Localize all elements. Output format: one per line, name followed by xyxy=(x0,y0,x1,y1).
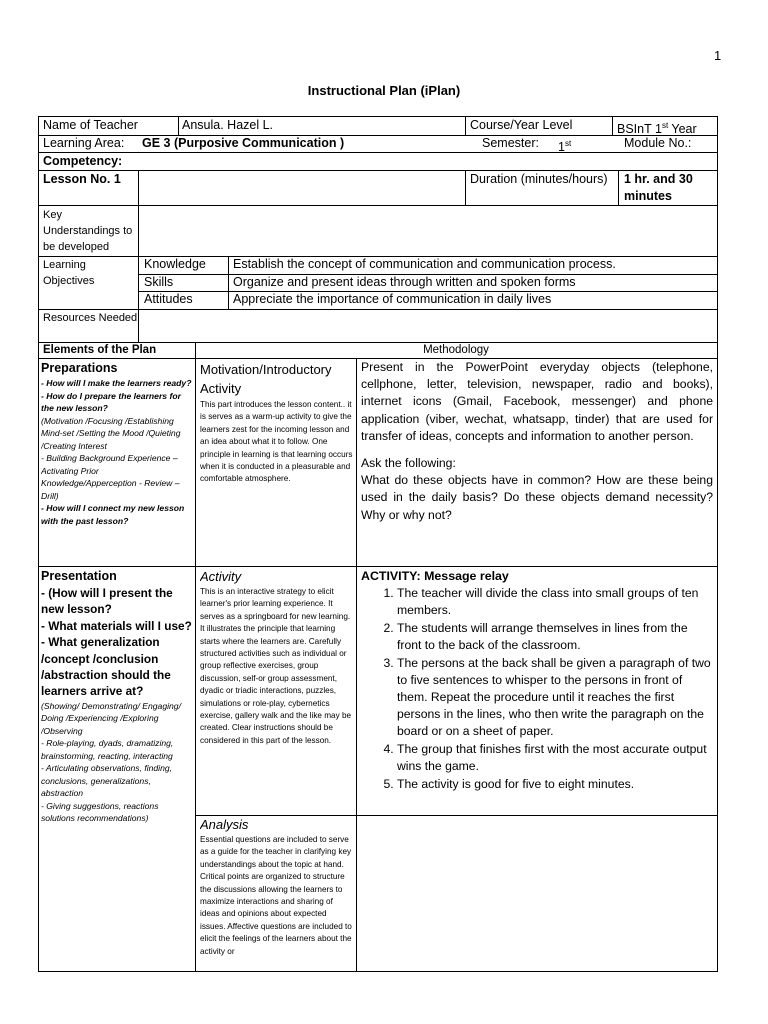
elements-label: Elements of the Plan xyxy=(43,344,157,356)
objective-text-skills: Organize and present ideas through written and spoken forms xyxy=(233,275,576,289)
teacher-value: Ansula. Hazel L. xyxy=(182,118,274,132)
motivation-cell xyxy=(200,360,354,565)
objective-domain-knowledge: Knowledge xyxy=(144,257,206,271)
competency-label: Competency: xyxy=(43,154,123,168)
objective-domain-skills: Skills xyxy=(144,275,174,289)
presentation-cell xyxy=(41,568,193,968)
motivation-ask-label: Ask the following: xyxy=(361,456,456,471)
page-title: Instructional Plan (iPlan) xyxy=(307,83,461,98)
iplan-table xyxy=(38,116,718,972)
activity-steps xyxy=(361,585,713,793)
activity-step: 5. The activity is good for five to eight minutes. xyxy=(397,776,713,793)
learning-area-label: Learning Area: xyxy=(43,136,125,150)
presentation-notes: (Showing/ Demonstrating/ Engaging/ Doing /Experiencing /Exploring /Observing - Role-playing, dyads, dramatizing, brainstorming, reacting, interacting - Articulating observations, finding, conclusions, generalizations, abstraction - Giving suggestions, reactions solutions recommendations) xyxy=(41,700,181,824)
motivation-method-text: Present in the PowerPoint everyday objects (telephone, cellphone, letter, television, newspaper, radio and books), internet icons (Gmail, Facebook, messenger) and phone application (viber, wechat, whatsapp, tinder) that are used for transfer of ideas, concepts and information to another person. xyxy=(361,360,713,443)
semester-value: 1st xyxy=(558,139,572,155)
preparations-title: Preparations xyxy=(41,361,118,375)
analysis-desc: Essential questions are included to serve as a guide for the teacher in clarifying key understandings about the topic at hand. Critical points are organized to structure the discussions allowing the learners to maximize interactions and sharing of ideas and opinions about expected issues. Affective questions are included to elicit the feelings of the learners about the activity or xyxy=(200,835,352,956)
presentation-title: Presentation xyxy=(41,569,117,583)
activity-method-title: ACTIVITY: Message relay xyxy=(361,569,509,583)
objective-text-knowledge: Establish the concept of communication and communication process. xyxy=(233,257,616,271)
activity-desc: This is an interactive strategy to elicit learner's prior learning experience. It serves as a springboard for new learning. It illustrates the principle that learning starts where the learners are. Carefully structured activities such as individual or group reflective exercises, group discussion, self-or group assessment, dyadic or triadic interactions, puzzles, simulations or role-play, cybernetics exercise, gallery walk and the like may be created. Clear instructions should be considered in this part of the lesson. xyxy=(200,587,352,745)
preparations-question-connect: - How will I connect my new lesson with the past lesson? xyxy=(41,503,185,526)
resources-label: Resources Needed xyxy=(43,312,138,324)
activity-title: Activity xyxy=(200,569,242,584)
objective-text-attitudes: Appreciate the importance of communication in daily lives xyxy=(233,292,552,306)
lesson-label: Lesson No. 1 xyxy=(43,172,121,186)
teacher-label: Name of Teacher xyxy=(43,118,138,132)
activity-step: 3. The persons at the back shall be given a paragraph of two to five sentences to whisper to the persons in front of them. Repeat the procedure until it reaches the first persons in the lines, who then write the paragraph on the board or on a sheet of paper. xyxy=(397,655,713,740)
duration-value: 1 hr. and 30 minutes xyxy=(624,172,693,203)
motivation-desc: This part introduces the lesson content.. it is serves as a warm-up activity to give the learners zest for the incoming lesson and an idea about what it to follow. One principle in learning is that learning occurs when it is conducted in a pleasurable and comfortable atmosphere. xyxy=(200,400,353,484)
analysis-cell xyxy=(200,816,354,970)
key-understandings-label: Key Understandings to be developed xyxy=(43,209,133,253)
semester-label: Semester: xyxy=(482,136,539,150)
preparations-notes: (Motivation /Focusing /Establishing Mind-set /Setting the Mood /Quieting /Creating Interest - Building Background Experience – Activating Prior Knowledge/Apperception - Review – Drill) xyxy=(41,415,181,501)
preparations-questions: - How will I make the learners ready? - How do I prepare the learners for the new lesson? xyxy=(41,378,192,413)
motivation-method-cell xyxy=(361,359,713,565)
duration-label: Duration (minutes/hours) xyxy=(470,172,608,186)
objectives-label: Learning Objectives xyxy=(43,259,95,287)
presentation-questions: - (How will I present the new lesson? - What materials will I use? - What generalization /concept /conclusion /abstraction should the learners arrive at? xyxy=(41,586,192,699)
course-value: BSInT 1st Year xyxy=(617,121,697,137)
learning-area-value: GE 3 (Purposive Communication ) xyxy=(142,136,345,150)
analysis-title: Analysis xyxy=(200,817,249,832)
preparations-cell xyxy=(41,360,193,565)
methodology-label: Methodology xyxy=(423,344,489,356)
activity-cell xyxy=(200,568,354,814)
course-label: Course/Year Level xyxy=(470,118,573,132)
activity-method-cell xyxy=(361,568,713,814)
activity-step: 4. The group that finishes first with the most accurate output wins the game. xyxy=(397,741,713,775)
module-label: Module No.: xyxy=(624,136,692,150)
activity-step: 2. The students will arrange themselves in lines from the front to the back of the classroom. xyxy=(397,620,713,654)
page-number: 1 xyxy=(714,48,722,63)
objective-domain-attitudes: Attitudes xyxy=(144,292,193,306)
motivation-title: Motivation/Introductory Activity xyxy=(200,362,332,396)
activity-step: 1. The teacher will divide the class into small groups of ten members. xyxy=(397,585,713,619)
motivation-questions: What do these objects have in common? How are these being used in the daily basis? Do these objects demand necessity? Why or why not? xyxy=(361,473,713,522)
